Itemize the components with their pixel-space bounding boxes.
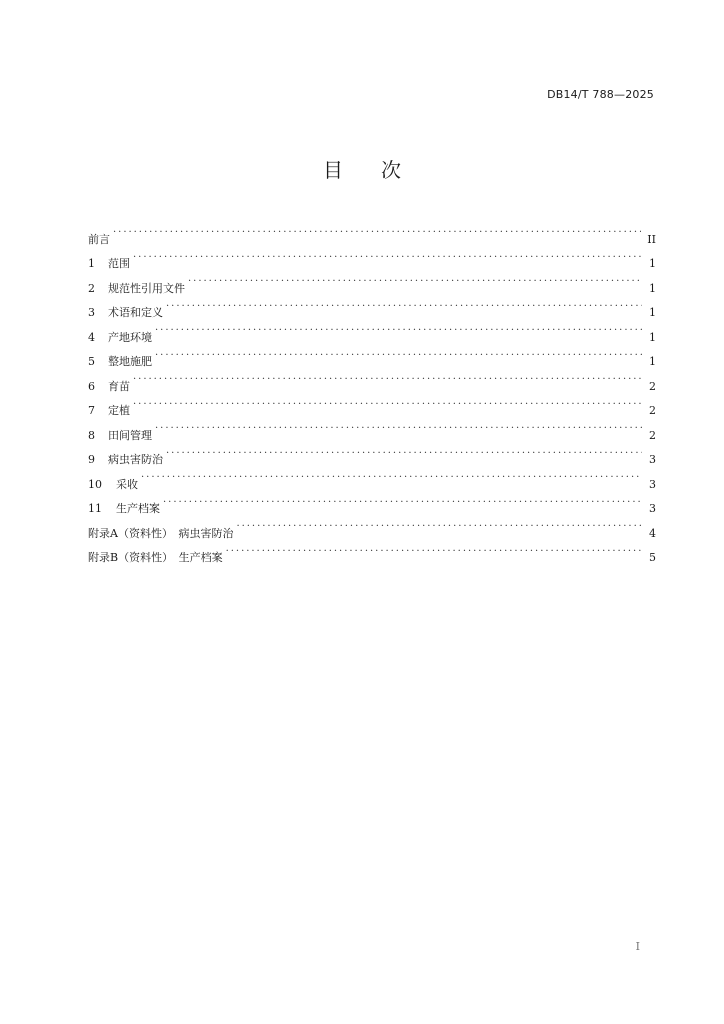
toc-leader-dots bbox=[166, 439, 642, 464]
toc-entry-page: 3 bbox=[649, 453, 656, 466]
toc-leader-dots bbox=[133, 390, 642, 415]
toc-leader-dots bbox=[163, 488, 642, 513]
toc-entry-page: 1 bbox=[649, 355, 656, 368]
toc-entry-label: 整地施肥 bbox=[108, 355, 152, 368]
standard-code: DB14/T 788—2025 bbox=[547, 88, 654, 101]
toc-entry-appendix-a[interactable] bbox=[88, 512, 656, 540]
toc-entry-label: 育苗 bbox=[108, 379, 130, 393]
toc-entry-page: 1 bbox=[649, 306, 656, 319]
toc-entry-environment[interactable] bbox=[88, 316, 656, 344]
toc-leader-dots bbox=[141, 463, 642, 488]
toc-entry-label: 术语和定义 bbox=[108, 306, 163, 319]
toc-entry-number: 11 bbox=[88, 502, 102, 515]
toc-leader-dots bbox=[155, 316, 642, 341]
toc-leader-dots bbox=[155, 414, 642, 439]
toc-leader-dots bbox=[188, 267, 642, 292]
toc-leader-dots bbox=[155, 341, 642, 366]
toc-entry-number: 9 bbox=[88, 453, 95, 466]
toc-leader-dots bbox=[113, 218, 641, 243]
toc-entry-label: 田间管理 bbox=[108, 428, 152, 442]
toc-leader-dots bbox=[226, 537, 642, 562]
toc-entry-label: 规范性引用文件 bbox=[108, 281, 185, 295]
toc-leader-dots bbox=[166, 292, 642, 317]
toc-entry-page: 5 bbox=[649, 551, 656, 564]
toc-entry-page: 2 bbox=[649, 428, 656, 442]
toc-entry-label: 生产档案 bbox=[116, 502, 160, 515]
toc-entry-page: 3 bbox=[649, 477, 656, 491]
toc-entry-label: 采收 bbox=[116, 477, 138, 491]
toc-entry-page: 2 bbox=[649, 404, 656, 417]
table-of-contents bbox=[88, 218, 656, 564]
toc-entry-number: 6 bbox=[88, 379, 95, 393]
page-title: 目次 bbox=[323, 158, 439, 182]
toc-entry-label: 范围 bbox=[108, 257, 130, 270]
toc-entry-number: 5 bbox=[88, 355, 95, 368]
toc-entry-normative-references[interactable] bbox=[88, 267, 656, 295]
toc-entry-page: 2 bbox=[649, 379, 656, 393]
toc-leader-dots bbox=[133, 365, 642, 390]
toc-entry-number: 4 bbox=[88, 330, 95, 344]
toc-entry-label: 产地环境 bbox=[108, 330, 152, 344]
toc-entry-page: 3 bbox=[649, 502, 656, 515]
toc-entry-harvest[interactable] bbox=[88, 463, 656, 491]
toc-entry-number: 7 bbox=[88, 404, 95, 417]
toc-entry-label: 前言 bbox=[88, 232, 110, 246]
toc-entry-number: 3 bbox=[88, 306, 95, 319]
toc-entry-label: 附录A（资料性） 病虫害防治 bbox=[88, 526, 234, 540]
toc-entry-transplanting[interactable] bbox=[88, 390, 656, 415]
toc-entry-field-management[interactable] bbox=[88, 414, 656, 442]
toc-entry-terms[interactable] bbox=[88, 292, 656, 317]
toc-entry-number: 10 bbox=[88, 477, 102, 491]
toc-entry-pest-control[interactable] bbox=[88, 439, 656, 464]
toc-entry-page: 1 bbox=[649, 257, 656, 270]
toc-entry-production-records[interactable] bbox=[88, 488, 656, 513]
toc-entry-label: 病虫害防治 bbox=[108, 453, 163, 466]
toc-entry-page: 1 bbox=[649, 281, 656, 295]
toc-entry-scope[interactable] bbox=[88, 243, 656, 268]
page-number: I bbox=[635, 940, 640, 953]
toc-entry-page: II bbox=[647, 232, 656, 246]
toc-entry-label: 定植 bbox=[108, 404, 130, 417]
toc-entry-number: 1 bbox=[88, 257, 95, 270]
toc-entry-number: 8 bbox=[88, 428, 95, 442]
toc-entry-page: 4 bbox=[649, 526, 656, 540]
toc-entry-foreword[interactable] bbox=[88, 218, 656, 246]
toc-entry-seedling[interactable] bbox=[88, 365, 656, 393]
toc-leader-dots bbox=[133, 243, 642, 268]
toc-entry-page: 1 bbox=[649, 330, 656, 344]
toc-entry-label: 附录B（资料性） 生产档案 bbox=[88, 551, 223, 564]
toc-leader-dots bbox=[236, 512, 642, 537]
toc-entry-soil-preparation[interactable] bbox=[88, 341, 656, 366]
toc-entry-number: 2 bbox=[88, 281, 95, 295]
